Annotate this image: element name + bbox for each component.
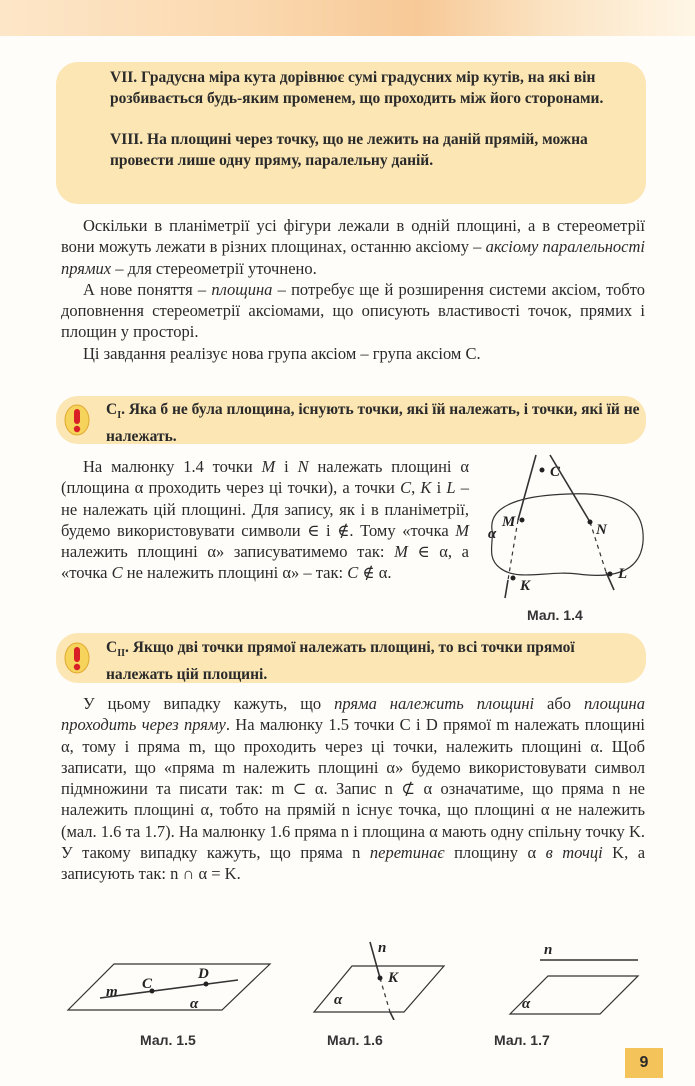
point-c — [540, 468, 545, 473]
axiom-viii: VIII. На площині через точку, що не лежить на даній прямій, можна провести лише одну пряму, паралельну даній. — [110, 131, 588, 169]
fig15-caption: Мал. 1.5 — [140, 1032, 196, 1048]
label-k: K — [388, 970, 399, 986]
axiom-c1-text: $C_I$. Яка б не була площина, існують точки, які їй належать, і точки, які їй не належать. — [106, 401, 640, 446]
figure-1-7 — [508, 940, 642, 1020]
fig14-caption: Мал. 1.4 — [527, 607, 583, 623]
fig14-description: На малюнку 1.4 точки M і N належать площині α (площина α проходить через ці точки), а точки C, K і L – не належать цій площині. Для запису, як і в планіметрії, будемо використовувати символи ∈ і ∉. Тому «точка M належить площині α» записуватимемо так: M ∈ α, а «точка C не належить площині α» – так: C ∉ α. — [61, 457, 470, 583]
fig16-caption: Мал. 1.6 — [327, 1032, 383, 1048]
intro-paragraph-3: Ці завдання реалізує нова група аксіом – група аксіом С. — [83, 343, 481, 363]
axiom-c2-text: $C_{II}$. Якщо дві точки прямої належать площині, то всі точки прямої належать цій площині. — [106, 639, 575, 684]
label-l: L — [618, 566, 628, 582]
line-cm — [518, 455, 536, 520]
axiom-c1-box — [56, 396, 646, 444]
label-n: n — [544, 942, 553, 958]
line-k-end — [505, 580, 508, 598]
axiom-c2-box — [56, 633, 646, 683]
main-text: У цьому випадку кажуть, що пряма належить площині або площина проходить через пряму. На малюнку 1.5 точки C і D прямої m належать площині α, тому і пряма m, що проходить через ці точки, належить площині α. Щоб записати, що «пряма m належить площині α» будемо використовувати символ підмножини та писати так: m ⊂ α. Запис n ⊄ α означатиме, що пряма n не належить площині α, тобто на прямій n існує точка, що площині α не належить (мал. 1.6 та 1.7). На малюнку 1.6 пряма n і площина α мають одну спільну точку K. У такому випадку кажуть, що пряма n перетинає площину α в точці K, а записують так: n ∩ α = K. — [61, 694, 646, 884]
exclamation-icon — [63, 642, 91, 674]
point-d — [204, 982, 209, 987]
label-m: M — [502, 514, 516, 530]
label-alpha: α — [522, 996, 531, 1012]
point-m — [520, 518, 525, 523]
label-alpha: α — [190, 996, 199, 1012]
intro-text — [61, 215, 645, 364]
label-c: C — [142, 976, 153, 992]
intro-paragraph-1: Оскільки в планіметрії усі фігури лежали в одній площині, а в стереометрії вони можуть лежати в різних площинах, останню аксіому – аксіому паралельності прямих – для стереометрії уточнено. — [61, 216, 645, 278]
point-k — [511, 576, 516, 581]
label-n: n — [378, 940, 387, 956]
label-m: m — [106, 984, 118, 1000]
label-k: K — [520, 578, 531, 594]
label-alpha: α — [488, 526, 497, 542]
figure-1-5 — [66, 958, 272, 1016]
plane-alpha — [492, 494, 644, 576]
axiom-vii: VII. Градусна міра кута дорівнює сумі градусних мір кутів, на які він розбивається будь-яким променем, що проходить між його сторонами. — [110, 69, 604, 107]
point-n — [588, 520, 593, 525]
label-d: D — [198, 966, 209, 982]
label-alpha: α — [334, 992, 343, 1008]
intro-paragraph-2: А нове поняття – площина – потребує ще й розширення системи аксіом, тобто доповнення стереометрії аксіомами, що описують властивості точок, прямих і площин у просторі. — [61, 279, 645, 342]
plane-alpha — [68, 964, 270, 1010]
line-n-lower — [390, 1012, 394, 1020]
figure-1-4 — [478, 450, 650, 610]
label-c: C — [550, 464, 561, 480]
line-m — [100, 980, 238, 998]
fig17-caption: Мал. 1.7 — [494, 1032, 550, 1048]
label-n: N — [596, 522, 607, 538]
figure-1-6 — [312, 940, 446, 1020]
exclamation-icon — [63, 404, 91, 436]
header-decoration — [0, 0, 695, 36]
axioms-box — [56, 62, 646, 204]
page-number: 9 — [625, 1048, 663, 1078]
point-l — [608, 572, 613, 577]
point-k — [378, 976, 383, 981]
